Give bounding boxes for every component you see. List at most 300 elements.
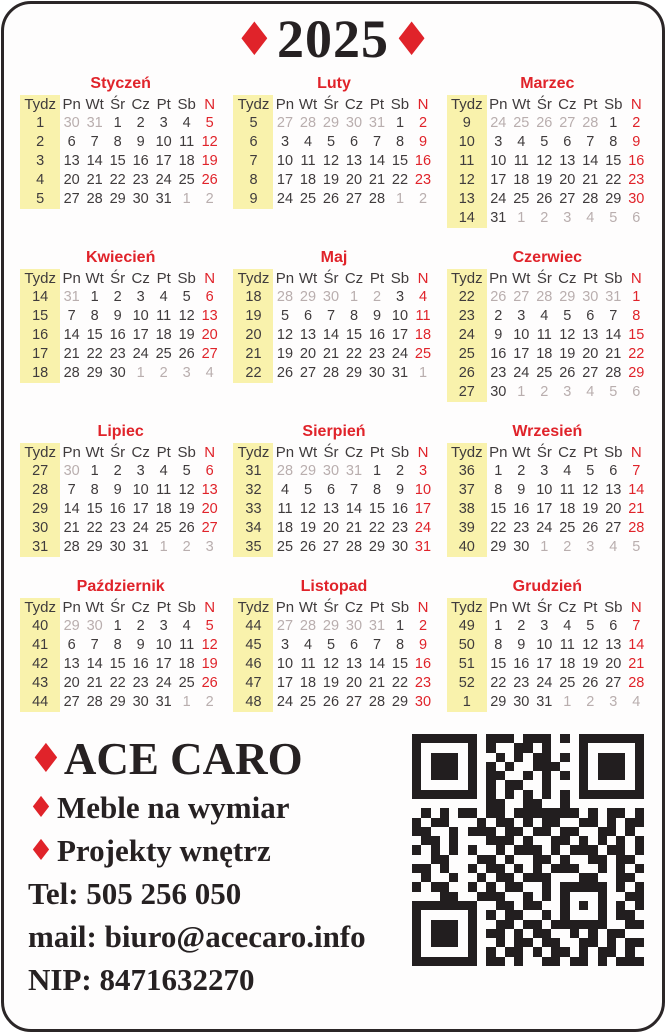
qr-module (570, 818, 579, 827)
month-block (20, 248, 221, 383)
qr-module (570, 855, 579, 864)
qr-module (412, 734, 421, 743)
qr-module (579, 864, 588, 873)
day-cell: 13 (345, 153, 363, 169)
qr-module (440, 855, 449, 864)
qr-module (579, 762, 588, 771)
day-cell: 18 (414, 327, 432, 343)
qr-module (542, 873, 551, 882)
day-cell: 11 (156, 308, 172, 324)
day-cell: 5 (326, 134, 336, 150)
day-cell: 29 (109, 191, 126, 207)
day-cell: 27 (513, 289, 530, 305)
qr-module (616, 929, 625, 938)
qr-module (616, 901, 625, 910)
day-cell: 11 (536, 327, 552, 343)
day-cell: 9 (517, 637, 526, 653)
weekday-header: N (417, 599, 429, 616)
day-cell: 30 (63, 463, 80, 479)
week-number: 51 (447, 655, 487, 674)
day-cell: 22 (490, 675, 507, 691)
day-cell: 22 (605, 172, 622, 188)
day-cell: 29 (391, 694, 409, 710)
day-cell: 8 (395, 637, 405, 653)
day-cell: 3 (205, 539, 214, 555)
week-row (20, 674, 221, 693)
day-cell: 30 (345, 115, 363, 131)
day-cell: 11 (415, 308, 431, 324)
weekday-header: Wt (298, 96, 318, 113)
qr-module (635, 753, 644, 762)
qr-module (551, 734, 560, 743)
day-cell: 4 (303, 134, 313, 150)
week-label: Tydz (447, 95, 487, 114)
qr-module (468, 892, 477, 901)
weekday-header: Śr (536, 599, 552, 616)
day-cell: 14 (345, 501, 363, 517)
day-cell: 16 (414, 153, 432, 169)
weekday-header: Sb (604, 96, 623, 113)
qr-module (412, 947, 421, 956)
day-cell: 16 (109, 327, 126, 343)
qr-module (588, 845, 597, 854)
qr-module (523, 947, 532, 956)
qr-module (533, 873, 542, 882)
qr-module (440, 882, 449, 891)
weekday-header: Pt (156, 599, 171, 616)
month-name: Czerwiec (512, 249, 582, 266)
calendar-card (1, 1, 665, 1032)
qr-module (523, 790, 532, 799)
week-number: 33 (233, 500, 273, 519)
qr-module (431, 799, 440, 808)
day-cell: 25 (559, 675, 576, 691)
qr-module (635, 762, 644, 771)
week-row (20, 152, 221, 171)
day-cell: 27 (582, 365, 599, 381)
day-cell: 17 (391, 327, 409, 343)
qr-module (588, 743, 597, 752)
day-cell: 2 (563, 539, 572, 555)
qr-module (458, 910, 467, 919)
month-name: Wrzesień (512, 423, 583, 440)
qr-module (496, 929, 505, 938)
qr-module (449, 929, 458, 938)
month-table (233, 443, 434, 557)
month-block (20, 422, 221, 557)
day-cell: 17 (276, 675, 294, 691)
day-cell: 2 (540, 210, 549, 226)
qr-module (496, 799, 505, 808)
day-cell: 18 (276, 520, 294, 536)
qr-module (477, 929, 486, 938)
day-cell: 14 (368, 656, 386, 672)
day-cell: 28 (322, 365, 340, 381)
qr-module (421, 836, 430, 845)
qr-module (431, 864, 440, 873)
week-row (447, 674, 648, 693)
weekday-header: Cz (131, 444, 150, 461)
qr-module (579, 957, 588, 966)
weekday-header: Pn (62, 270, 81, 287)
qr-module (477, 762, 486, 771)
qr-module (505, 882, 514, 891)
week-number: 41 (20, 636, 60, 655)
weekday-header: Śr (323, 270, 339, 287)
qr-module (579, 920, 588, 929)
qr-module (588, 910, 597, 919)
qr-module (551, 790, 560, 799)
qr-module (523, 827, 532, 836)
qr-module (449, 855, 458, 864)
phone-line (28, 872, 366, 915)
weekday-header: Pn (275, 270, 295, 287)
month-table (20, 269, 221, 383)
day-cell: 9 (372, 308, 382, 324)
qr-module (533, 780, 542, 789)
service-line (28, 786, 366, 829)
qr-module (625, 762, 634, 771)
qr-module (477, 734, 486, 743)
qr-module (514, 799, 523, 808)
day-cell: 5 (182, 463, 191, 479)
qr-module (607, 957, 616, 966)
qr-module (542, 910, 551, 919)
qr-module (551, 799, 560, 808)
qr-module (505, 873, 514, 882)
qr-module (449, 882, 458, 891)
qr-module (496, 836, 505, 845)
day-cell: 9 (517, 482, 526, 498)
qr-module (458, 743, 467, 752)
week-row (233, 655, 434, 674)
weekday-header: Śr (536, 444, 552, 461)
day-cell: 17 (490, 172, 507, 188)
qr-module (514, 771, 523, 780)
qr-module (505, 892, 514, 901)
qr-module (505, 836, 514, 845)
qr-module (551, 929, 560, 938)
month-name: Styczeń (90, 75, 151, 92)
weekday-header-row (233, 95, 434, 114)
day-cell: 26 (322, 694, 340, 710)
qr-module (496, 892, 505, 901)
day-cell: 1 (182, 694, 191, 710)
week-number: 32 (233, 481, 273, 500)
qr-module (449, 753, 458, 762)
day-cell: 10 (276, 153, 294, 169)
week-number: 27 (20, 462, 60, 481)
day-cell: 30 (368, 365, 386, 381)
weekday-header-row (447, 269, 648, 288)
day-cell: 6 (632, 384, 641, 400)
day-cell: 16 (414, 656, 432, 672)
weekday-header: Śr (536, 270, 552, 287)
weekday-header: Pt (369, 270, 385, 287)
qr-module (514, 947, 523, 956)
qr-module (440, 873, 449, 882)
qr-module (514, 827, 523, 836)
day-cell: 28 (368, 694, 386, 710)
qr-module (421, 910, 430, 919)
day-cell: 11 (559, 482, 575, 498)
day-cell: 20 (345, 675, 363, 691)
weekday-header: N (204, 599, 216, 616)
qr-module (560, 836, 569, 845)
qr-module (542, 790, 551, 799)
day-cell: 5 (280, 308, 290, 324)
day-cell: 1 (418, 365, 428, 381)
qr-module (570, 734, 579, 743)
day-cell: 27 (322, 539, 340, 555)
month-block (447, 248, 648, 402)
qr-module (523, 818, 532, 827)
qr-module (533, 734, 542, 743)
day-cell: 21 (63, 520, 80, 536)
day-cell: 14 (628, 637, 645, 653)
qr-module (551, 845, 560, 854)
qr-module (625, 771, 634, 780)
day-cell: 23 (109, 346, 126, 362)
day-cell: 25 (155, 346, 172, 362)
qr-module (560, 873, 569, 882)
qr-module (496, 947, 505, 956)
day-cell: 30 (490, 384, 507, 400)
day-cell: 5 (563, 308, 572, 324)
day-cell: 17 (155, 656, 172, 672)
week-row (20, 307, 221, 326)
qr-module (616, 808, 625, 817)
qr-module (468, 827, 477, 836)
qr-module (598, 864, 607, 873)
day-cell: 20 (605, 501, 622, 517)
qr-module (486, 836, 495, 845)
qr-module (514, 743, 523, 752)
qr-module (468, 855, 477, 864)
qr-module (431, 947, 440, 956)
qr-module (560, 790, 569, 799)
qr-module (570, 827, 579, 836)
day-cell: 17 (132, 501, 149, 517)
day-cell: 3 (540, 463, 549, 479)
day-cell: 15 (368, 501, 386, 517)
day-cell: 20 (63, 172, 80, 188)
day-cell: 8 (90, 482, 99, 498)
day-cell: 1 (395, 115, 405, 131)
day-cell: 1 (540, 539, 549, 555)
qr-module (635, 882, 644, 891)
qr-module (616, 753, 625, 762)
qr-module (570, 780, 579, 789)
qr-module (431, 873, 440, 882)
qr-module (588, 771, 597, 780)
qr-module (625, 790, 634, 799)
qr-module (570, 920, 579, 929)
day-cell: 1 (517, 210, 526, 226)
week-row (20, 462, 221, 481)
qr-module (505, 947, 514, 956)
day-cell: 29 (559, 289, 576, 305)
nip-number: NIP: 8471632270 (28, 962, 255, 997)
day-cell: 28 (63, 539, 80, 555)
qr-module (421, 947, 430, 956)
week-number: 47 (233, 674, 273, 693)
month-name: Grudzień (512, 578, 582, 595)
day-cell: 14 (86, 656, 103, 672)
qr-module (449, 827, 458, 836)
qr-module (505, 799, 514, 808)
qr-module (496, 910, 505, 919)
day-cell: 28 (299, 115, 317, 131)
qr-module (560, 910, 569, 919)
qr-module (588, 938, 597, 947)
week-number: 34 (233, 519, 273, 538)
weekday-header: Sb (177, 444, 196, 461)
qr-module (533, 920, 542, 929)
day-cell: 4 (159, 289, 168, 305)
qr-module (496, 827, 505, 836)
qr-module (477, 780, 486, 789)
qr-module (458, 753, 467, 762)
qr-module (579, 855, 588, 864)
diamond-icon: ♦ (28, 833, 54, 867)
day-cell: 22 (490, 520, 507, 536)
qr-module (542, 920, 551, 929)
day-cell: 18 (513, 172, 530, 188)
qr-module (542, 845, 551, 854)
qr-module (486, 780, 495, 789)
day-cell: 4 (205, 365, 214, 381)
qr-module (542, 947, 551, 956)
day-cell: 8 (90, 308, 99, 324)
weekday-header: N (630, 444, 642, 461)
nip-line (28, 958, 366, 1001)
week-row (447, 655, 648, 674)
weekday-header-row (233, 598, 434, 617)
qr-module (570, 873, 579, 882)
qr-module (468, 873, 477, 882)
qr-module (486, 864, 495, 873)
day-cell: 16 (132, 153, 149, 169)
day-cell: 14 (63, 501, 80, 517)
week-row (447, 326, 648, 345)
qr-module (635, 892, 644, 901)
day-cell: 26 (201, 675, 218, 691)
qr-module (533, 864, 542, 873)
day-cell: 14 (628, 482, 645, 498)
qr-module (496, 901, 505, 910)
qr-module (440, 836, 449, 845)
month-block (447, 422, 648, 557)
qr-module (616, 855, 625, 864)
qr-module (505, 901, 514, 910)
qr-module (635, 743, 644, 752)
day-cell: 4 (159, 463, 168, 479)
qr-module (598, 753, 607, 762)
qr-module (514, 753, 523, 762)
day-cell: 11 (156, 482, 172, 498)
diamond-icon: ♦ (28, 790, 54, 824)
qr-module (588, 855, 597, 864)
qr-module (514, 845, 523, 854)
week-number: 18 (20, 364, 60, 383)
day-cell: 28 (368, 191, 386, 207)
day-cell: 12 (201, 134, 218, 150)
qr-module (514, 818, 523, 827)
qr-module (477, 864, 486, 873)
day-cell: 12 (276, 327, 294, 343)
qr-module (560, 929, 569, 938)
week-row (447, 345, 648, 364)
qr-module (477, 892, 486, 901)
week-number: 5 (20, 190, 60, 209)
qr-module (625, 864, 634, 873)
weekday-header: Śr (110, 444, 126, 461)
day-cell: 3 (563, 210, 572, 226)
weekday-header: Pn (275, 599, 295, 616)
brand-name: ACE CARO (63, 734, 303, 784)
month-block (20, 74, 221, 209)
weekday-header-row (447, 443, 648, 462)
day-cell: 3 (159, 115, 168, 131)
qr-module (458, 938, 467, 947)
day-cell: 12 (178, 482, 195, 498)
qr-module (412, 827, 421, 836)
weekday-header: Wt (512, 270, 531, 287)
qr-module (505, 771, 514, 780)
day-cell: 24 (132, 520, 149, 536)
day-cell: 24 (414, 520, 432, 536)
qr-module (570, 836, 579, 845)
day-cell: 30 (582, 289, 599, 305)
day-cell: 2 (182, 539, 191, 555)
qr-module (598, 790, 607, 799)
qr-module (598, 818, 607, 827)
qr-module (514, 882, 523, 891)
qr-module (560, 882, 569, 891)
qr-module (412, 938, 421, 947)
qr-module (570, 864, 579, 873)
day-cell: 7 (372, 637, 382, 653)
day-cell: 31 (490, 210, 507, 226)
day-cell: 23 (132, 172, 149, 188)
qr-module (496, 957, 505, 966)
day-cell: 24 (490, 191, 507, 207)
qr-module (625, 947, 634, 956)
qr-module (560, 734, 569, 743)
day-cell: 27 (345, 694, 363, 710)
qr-module (412, 882, 421, 891)
qr-module (449, 920, 458, 929)
weekday-header: Wt (298, 444, 318, 461)
qr-module (477, 901, 486, 910)
day-cell: 21 (368, 172, 386, 188)
qr-module (468, 910, 477, 919)
month-table (20, 95, 221, 209)
qr-module (588, 892, 597, 901)
week-row (20, 190, 221, 209)
company-info (28, 732, 366, 1001)
qr-module (635, 910, 644, 919)
qr-module (496, 855, 505, 864)
day-cell: 2 (205, 191, 214, 207)
qr-module (514, 901, 523, 910)
qr-module (486, 845, 495, 854)
qr-module (570, 771, 579, 780)
day-cell: 10 (132, 308, 149, 324)
qr-module (440, 790, 449, 799)
qr-module (533, 947, 542, 956)
